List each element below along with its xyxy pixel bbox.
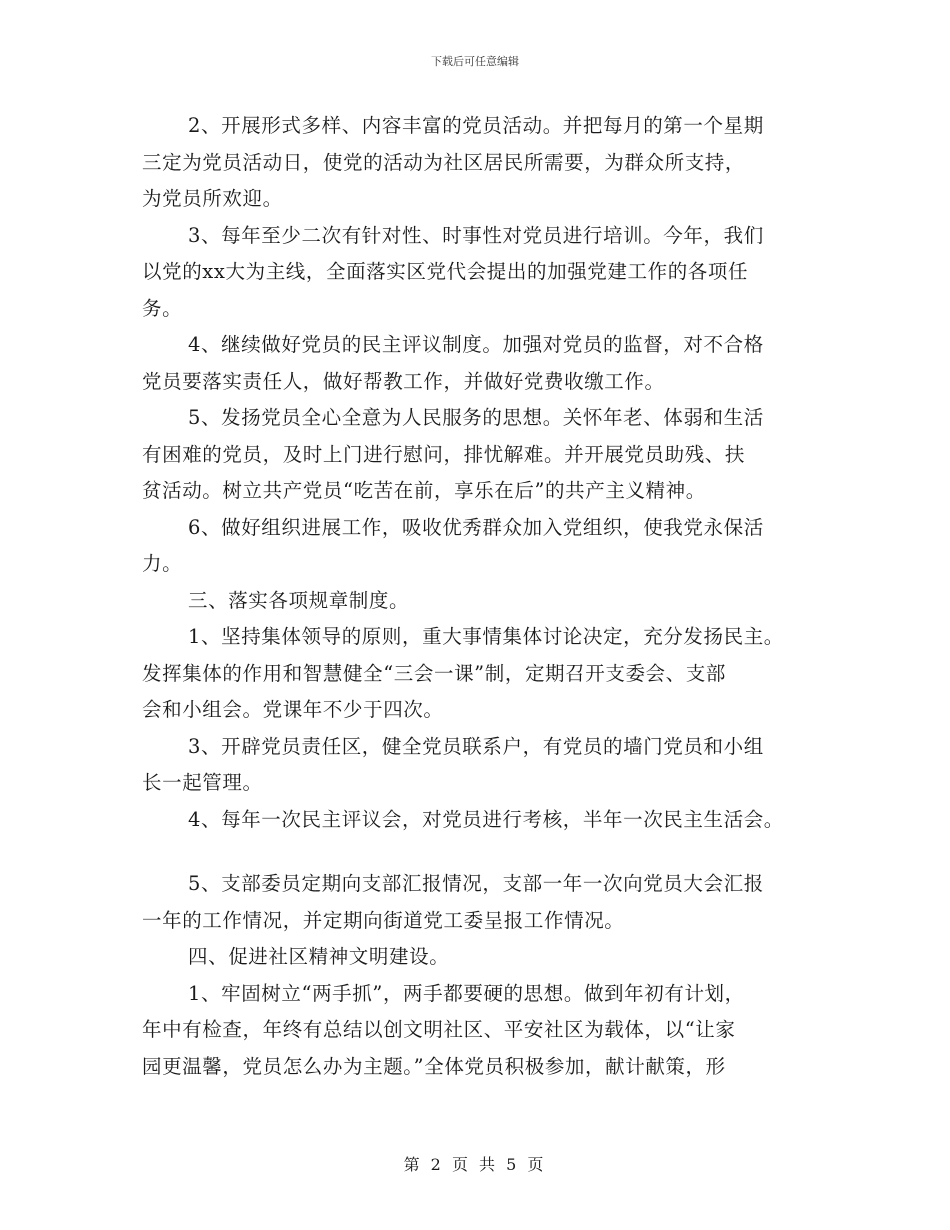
text-line: 3、每年至少二次有针对性、时事性对党员进行培训。今年，我们 xyxy=(188,223,764,247)
paragraph-item-4-assessment xyxy=(142,802,832,839)
text-line: 会和小组会。党课年不少于四次。 xyxy=(142,698,444,721)
text-line: 3、开辟党员责任区，健全党员联系户，有党员的墙门党员和小组 xyxy=(188,734,764,758)
document-body xyxy=(142,108,832,1085)
text-line: 三定为党员活动日，使党的活动为社区居民所需要，为群众所支持， xyxy=(142,150,746,174)
text-line: 党员要落实责任人，做好帮教工作，并做好党费收缴工作。 xyxy=(142,369,665,393)
text-line: 园更温馨，党员怎么办为主题。”全体党员积极参加，献计献策，形 xyxy=(142,1054,726,1078)
text-line: 1、坚持集体领导的原则，重大事情集体讨论决定，充分发扬民主。 xyxy=(188,625,784,648)
text-line: 5、支部委员定期向支部汇报情况，支部一年一次向党员大会汇报 xyxy=(188,872,764,895)
text-line: 6、做好组织进展工作，吸收优秀群众加入党组织，使我党永保活 xyxy=(188,515,764,539)
section-heading-civilization xyxy=(142,939,832,976)
paragraph-item-1-two-hands xyxy=(142,976,832,1086)
paragraph-item-6-development xyxy=(142,510,832,583)
text-line: 力。 xyxy=(142,552,183,575)
text-line: 年中有检查，年终有总结以创文明社区、平安社区为载体，以“让家 xyxy=(142,1018,736,1041)
paragraph-item-4-evaluation xyxy=(142,327,832,400)
text-line: 四、促进社区精神文明建设。 xyxy=(188,945,450,968)
page-number-footer: 第 2 页 共 5 页 xyxy=(403,1155,547,1174)
paragraph-item-3-responsibility xyxy=(142,729,832,802)
text-line: 4、每年一次民主评议会，对党员进行考核，半年一次民主生活会。 xyxy=(188,807,784,831)
paragraph-item-5-service xyxy=(142,400,832,510)
text-line: 5、发扬党员全心全意为人民服务的思想。关怀年老、体弱和生活 xyxy=(188,406,764,429)
paragraph-item-1-leadership xyxy=(142,619,832,729)
paragraph-item-2-activities xyxy=(142,108,832,218)
text-line: 以党的xx大为主线，全面落实区党代会提出的加强党建工作的各项任 xyxy=(142,260,749,283)
text-line: 贫活动。树立共产党员“吃苦在前，享乐在后”的共产主义精神。 xyxy=(142,479,706,502)
text-line: 发挥集体的作用和智慧健全“三会一课”制，定期召开支委会、支部 xyxy=(142,661,726,685)
text-line: 4、继续做好党员的民主评议制度。加强对党员的监督，对不合格 xyxy=(188,333,764,356)
text-line: 三、落实各项规章制度。 xyxy=(188,588,410,612)
text-line: 务。 xyxy=(142,296,183,320)
text-line: 长一起管理。 xyxy=(142,771,263,794)
text-line: 2、开展形式多样、内容丰富的党员活动。并把每月的第一个星期 xyxy=(188,114,764,137)
text-line: 为党员所欢迎。 xyxy=(142,187,283,210)
text-line: 一年的工作情况，并定期向街道党工委呈报工作情况。 xyxy=(142,908,625,932)
page-header: 下载后可任意编辑 xyxy=(431,55,519,68)
section-heading-rules xyxy=(142,583,832,620)
text-line: 有困难的党员，及时上门进行慰问，排忧解难。并开展党员助残、扶 xyxy=(142,442,746,466)
text-line: 1、牢固树立“两手抓”，两手都要硬的思想。做到年初有计划， xyxy=(188,981,745,1005)
paragraph-item-5-reporting xyxy=(142,866,832,939)
paragraph-gap xyxy=(142,838,832,866)
paragraph-item-3-training xyxy=(142,218,832,328)
